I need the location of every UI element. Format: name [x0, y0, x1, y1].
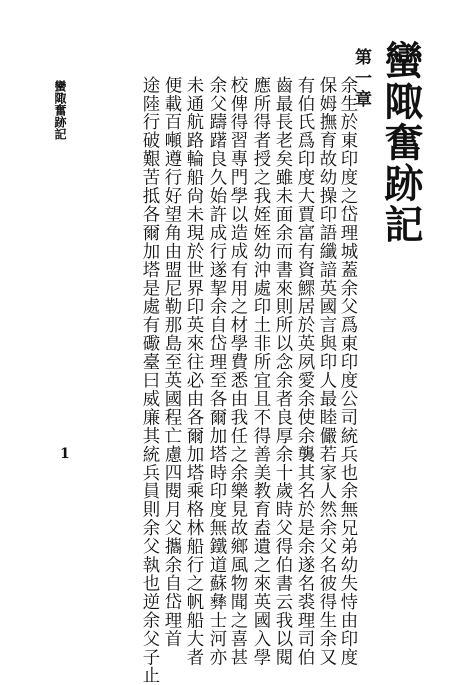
book-title: 蠻陬奮跡記	[378, 40, 424, 245]
text-column-6: 校俾得習專門學以造成有用之材學費悉由我任之余樂見故鄉風物聞之喜甚	[227, 76, 247, 667]
text-column-10: 途陸行破艱苦抵各爾加塔是處有礮臺曰威廉其統兵員則余父執也逆余父子止	[139, 76, 159, 685]
margin-title: 蠻陬奮跡記	[53, 80, 67, 140]
text-column-1: 余生於東印度之岱理城蓋余父爲東印度公司統兵也余無兄弟幼失恃由印度	[337, 76, 357, 667]
page-number: 1	[60, 446, 70, 462]
chapter-heading: 第一章	[351, 48, 371, 111]
text-column-7: 余父躊躇良久始許成行遂挈余自岱理至各爾加塔時印度無鐵道蘇彝士河亦	[206, 76, 226, 667]
text-column-3: 有伯氏爲印度大賈富有資鰥居於英夙愛余使余襲其名於是余遂名裘理司伯	[294, 76, 314, 667]
text-column-8: 未通航路輪船尙未現於世界印英來往必由各爾加塔乘格林船行之帆船大者	[183, 76, 203, 667]
text-column-5: 應所得者授之我姪姪幼沖處印土非所宜且不得善美教育盍遺之來英國入學	[250, 76, 270, 667]
text-column-4: 齒最長老矣雖未面余而書來則所以念余者良厚余十歲時父得伯書云我以閱	[272, 76, 292, 667]
text-column-2: 保姆撫育故幼操印語纖諳英國言與印人最睦儼若家人然余父名彼得生余又	[316, 76, 336, 667]
text-column-9: 便載百噸遵行好望角由盟尼勒那島至英國程亡慮四閱月父攜余自岱理首	[161, 76, 181, 648]
